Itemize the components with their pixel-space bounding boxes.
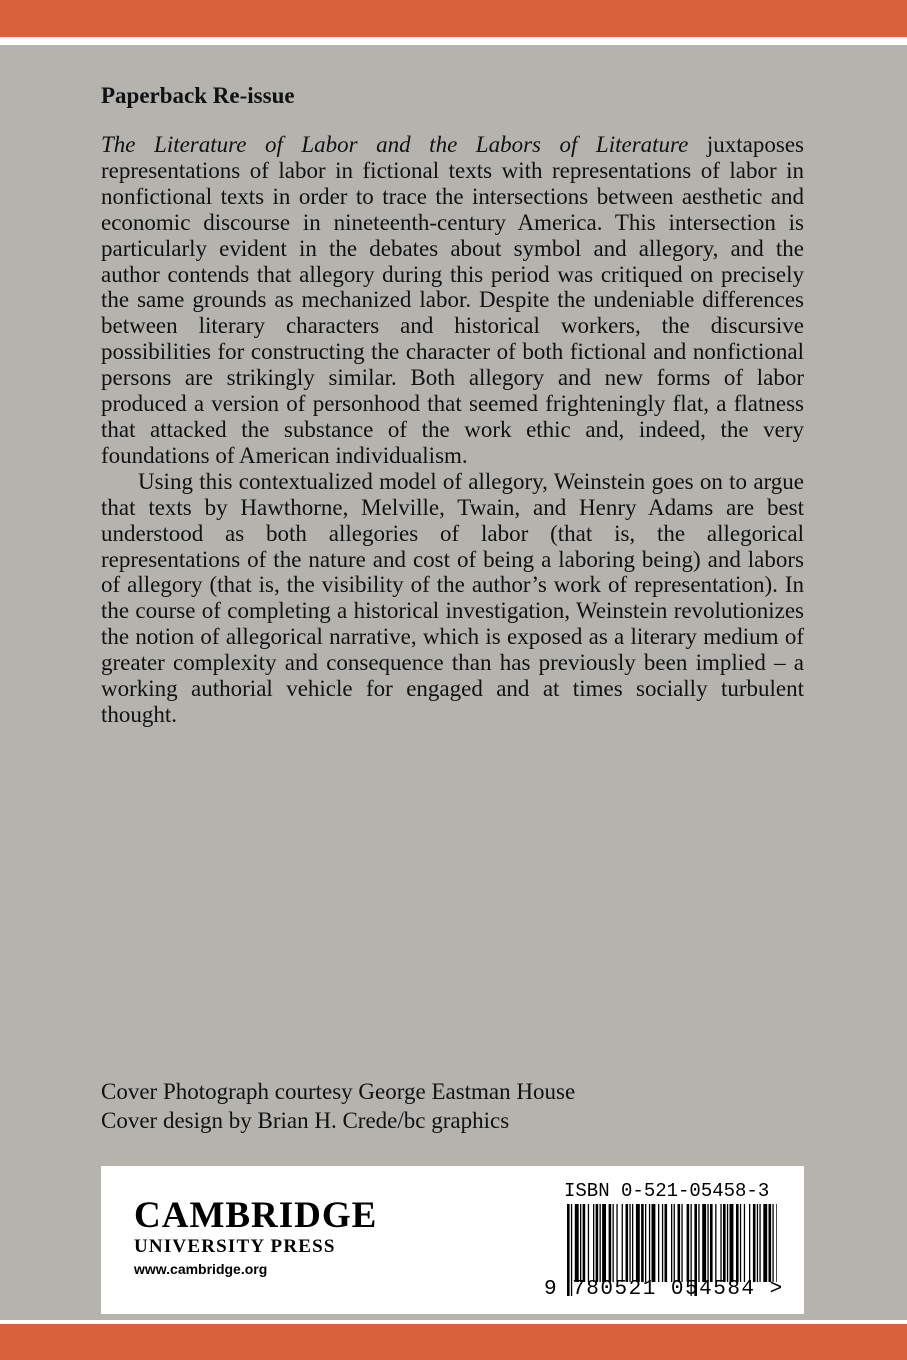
barcode-bar (749, 1204, 750, 1282)
reissue-label: Paperback Re-issue (101, 83, 295, 108)
barcode-bar (753, 1204, 756, 1282)
barcode-bar (736, 1204, 739, 1282)
barcode-bar (616, 1204, 617, 1282)
barcode-bar (720, 1204, 721, 1282)
barcode-bar (613, 1204, 614, 1282)
top-white-strip (0, 37, 907, 45)
barcode-digits: 9 780521 054584 > (544, 1278, 784, 1301)
barcode-bar (674, 1204, 675, 1282)
book-description (101, 132, 804, 728)
barcode-bar (588, 1204, 589, 1282)
barcode-bar (641, 1204, 644, 1282)
barcode-bar (772, 1204, 773, 1282)
barcode-bar (769, 1204, 772, 1282)
barcode-bar (776, 1204, 777, 1282)
description-paragraph-2: Using this contextualized model of allegory, Weinstein goes on to argue that texts by Hawthorne, Melville, Twain, and Henry Adams are best understood as both allegories of labor (that is, the allegorical representations of the nature and cost of being a laboring being) and labors of allegory (that is, the visibility of the author’s work of representation). In the course of completing a historical investigation, Weinstein revolutionizes the notion of allegorical narrative, which is exposed as a literary medium of greater complexity and consequence than has previously been implied – a working authorial vehicle for engaged and at times socially turbulent thought. (101, 468, 804, 727)
barcode-bar (759, 1204, 760, 1282)
top-orange-band (0, 0, 907, 37)
barcode-bar (681, 1204, 682, 1282)
barcode-bar (740, 1204, 741, 1282)
publisher-logo-name: CAMBRIDGE (134, 1195, 378, 1236)
barcode-bar (744, 1204, 745, 1282)
barcode-bar (707, 1204, 708, 1282)
barcode-bar (662, 1204, 663, 1282)
barcode-bar (671, 1204, 672, 1282)
barcode-bar (626, 1204, 629, 1282)
barcode-bar (658, 1204, 659, 1282)
barcode-bar (763, 1204, 767, 1282)
barcode-bar (715, 1204, 716, 1282)
barcode-bar (596, 1204, 599, 1282)
description-paragraph-1 (101, 132, 804, 469)
photo-credit: Cover Photograph courtesy George Eastman House (101, 1079, 576, 1104)
publisher-barcode-box (101, 1166, 804, 1314)
barcode-bar (575, 1204, 579, 1282)
paragraph-1-text: juxtaposes representations of labor in fictional texts with representations of labor in nonfictional texts in order to trace the intersections between aesthetic and economic discourse in nineteenth-century America. This intersection is particularly evident in the debates about symbol and allegory, and the author contends that allegory during this period was critiqued on precisely the same grounds as mechanized labor. Despite the undeniable differences between literary characters and historical workers, the discursive possibilities for constructing the character of both fictional and nonfictional persons are strikingly similar. Both allegory and new forms of labor produced a version of personhood that seemed frighteningly flat, a flatness that attacked the substance of the work ethic and, indeed, the very foundations of American individualism. (101, 132, 804, 468)
cover-credits (101, 1077, 575, 1135)
barcode-bar (632, 1204, 633, 1282)
barcode-bar (649, 1204, 650, 1282)
barcode-bar (665, 1204, 668, 1282)
barcode-bar (702, 1204, 706, 1282)
barcode-bar (757, 1204, 758, 1282)
bottom-orange-band (0, 1324, 907, 1360)
barcode-bar (583, 1204, 586, 1282)
barcode-bar (645, 1204, 646, 1282)
book-title-italic: The Literature of Labor and the Labors of Literature (101, 132, 689, 157)
barcode-bar (678, 1204, 681, 1282)
isbn-label: ISBN 0-521-05458-3 (564, 1180, 770, 1202)
barcode-bar (698, 1204, 699, 1282)
barcode-bar (602, 1204, 606, 1282)
barcode-bar (580, 1204, 581, 1282)
barcode-bar (710, 1204, 713, 1282)
barcode-bar (600, 1204, 601, 1282)
barcode-bar (629, 1204, 630, 1282)
barcode-bar (622, 1204, 623, 1282)
design-credit: Cover design by Brian H. Crede/bc graphics (101, 1108, 510, 1133)
barcode-bar (730, 1204, 734, 1282)
barcode-bar (636, 1204, 640, 1282)
barcode-bar (593, 1204, 594, 1282)
publisher-url: www.cambridge.org (134, 1261, 268, 1277)
barcode-bar (687, 1204, 690, 1282)
barcode-bar (727, 1204, 728, 1282)
barcode-bar (652, 1204, 656, 1282)
publisher-logo-subname: UNIVERSITY PRESS (134, 1236, 336, 1257)
barcode-bar (723, 1204, 726, 1282)
barcode-bar (609, 1204, 612, 1282)
